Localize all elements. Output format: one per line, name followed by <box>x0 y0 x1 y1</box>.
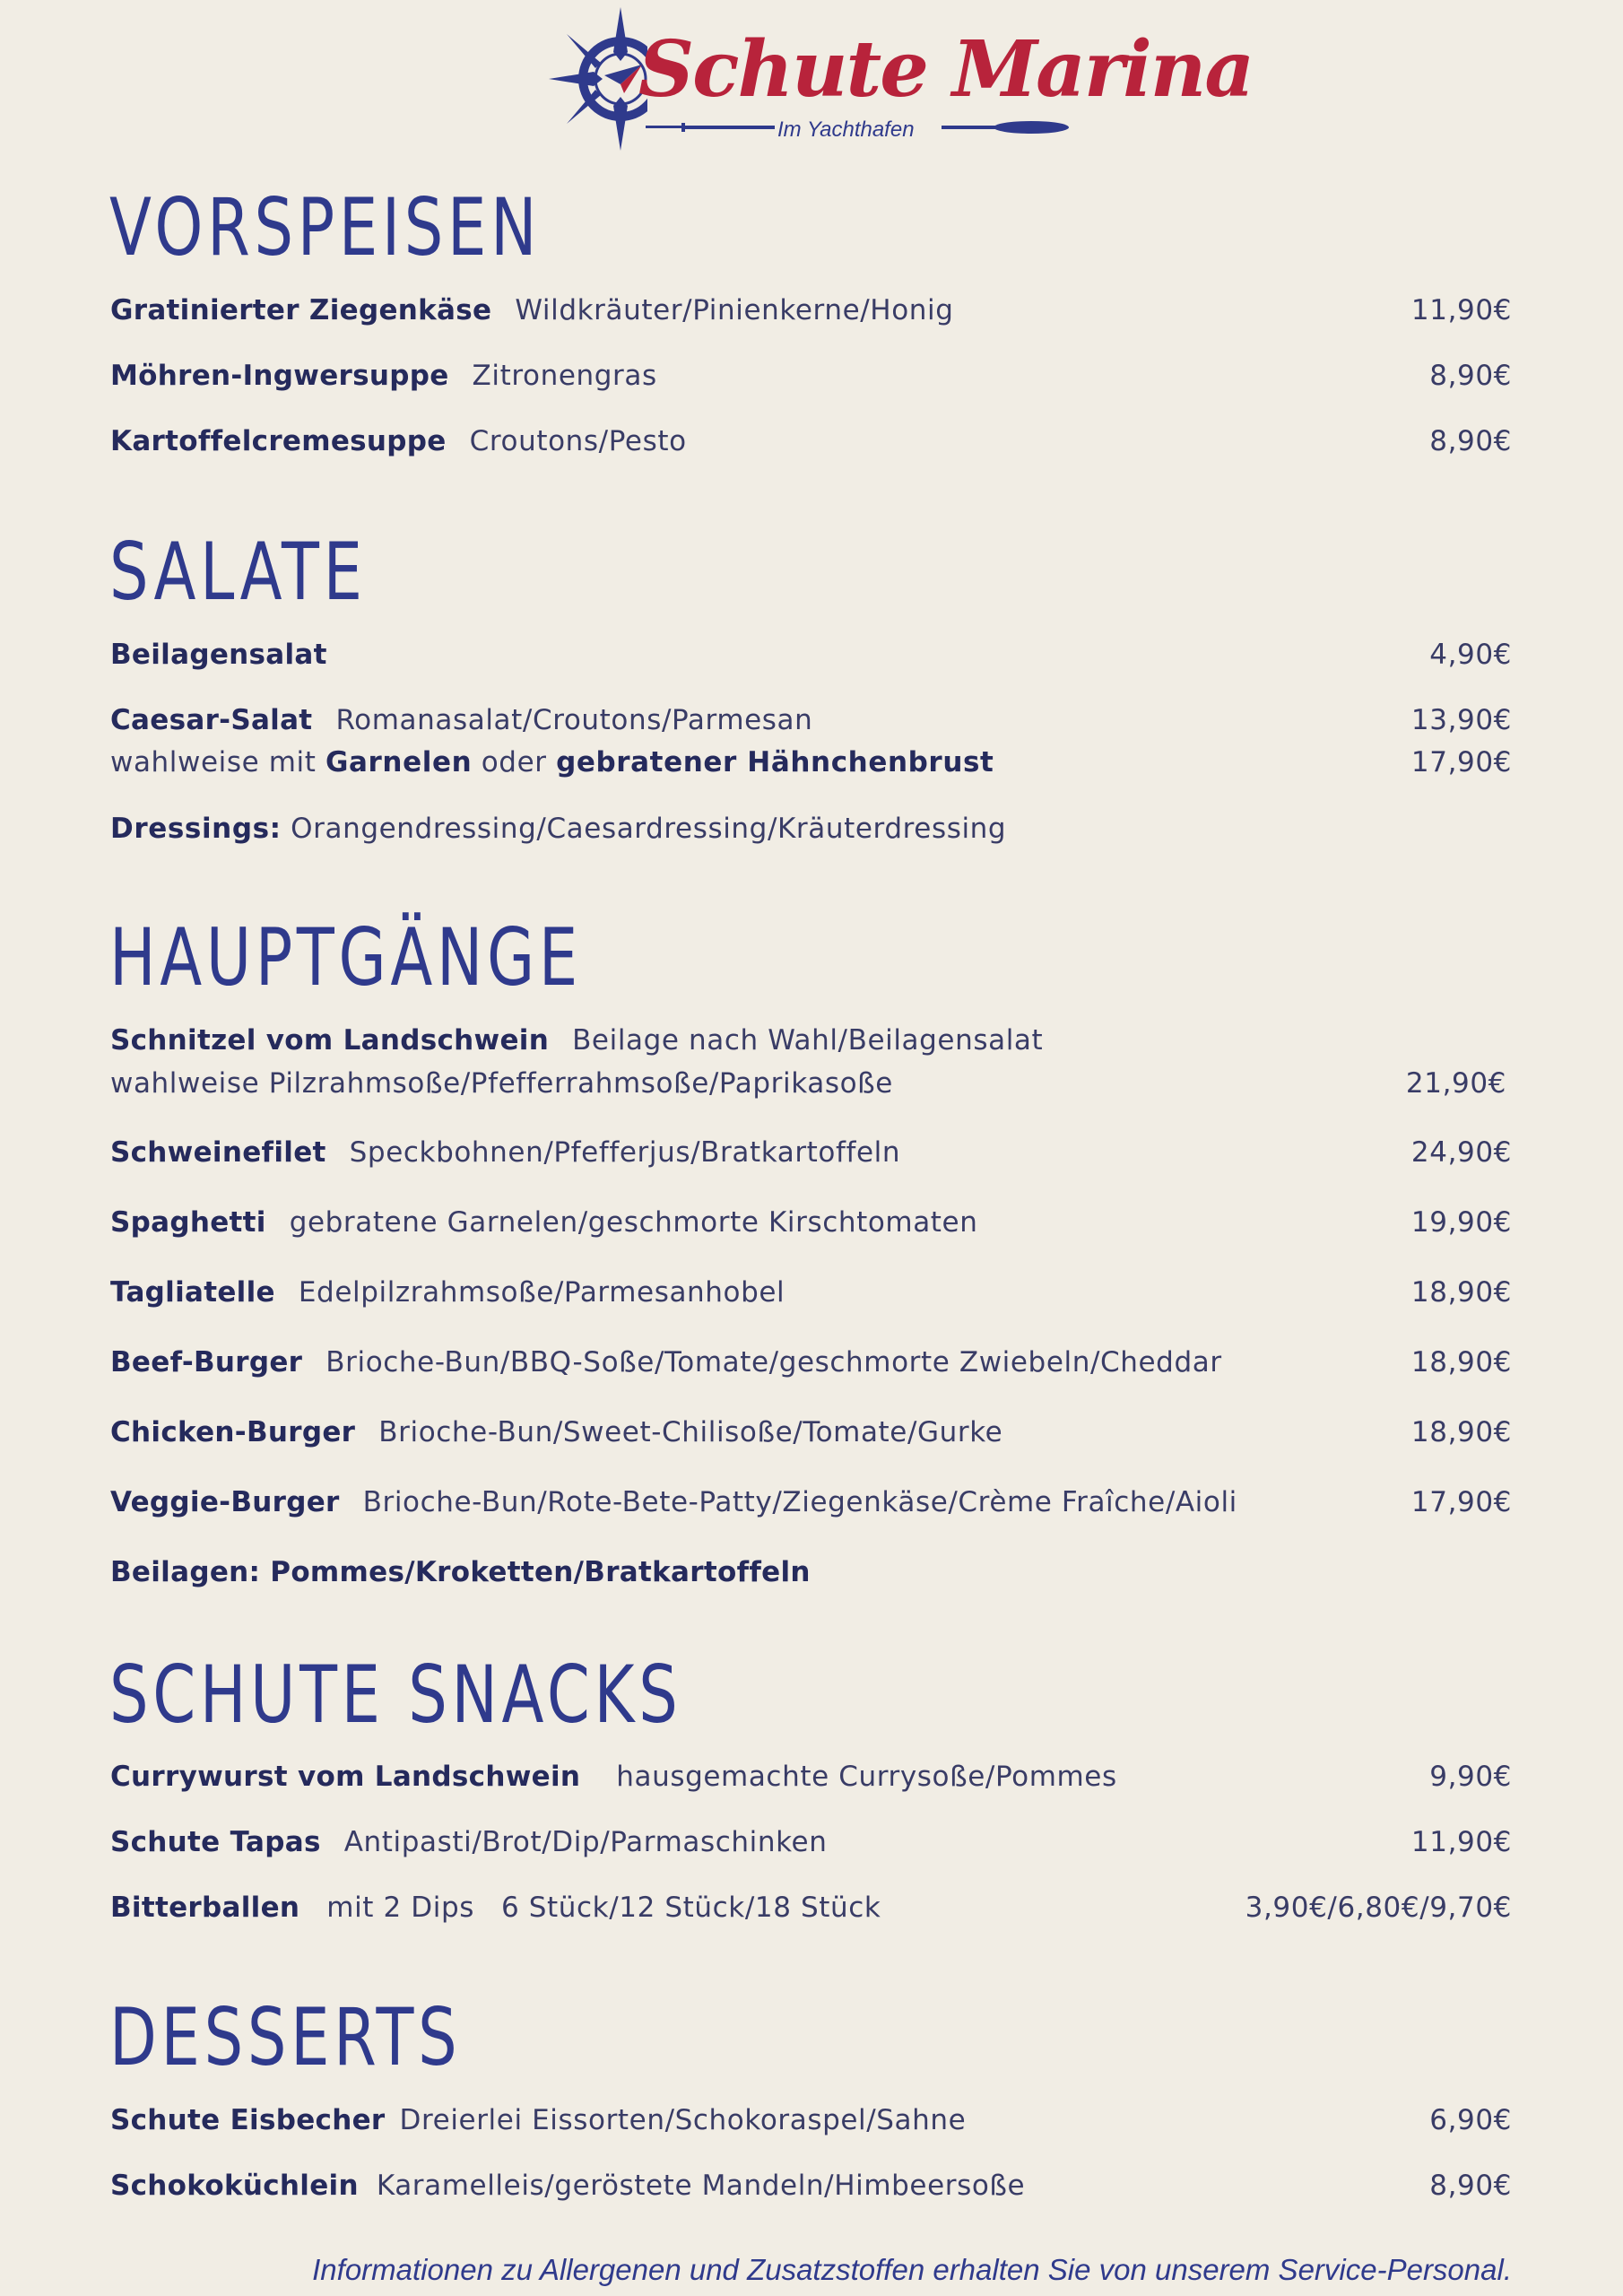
item-price: 8,90€ <box>1429 2170 1512 2202</box>
item-description: gebratene Garnelen/geschmorte Kirschtomaten <box>289 1206 978 1239</box>
logo-subtitle: Im Yachthafen <box>777 117 915 142</box>
compass-icon <box>549 7 647 151</box>
item-description: Brioche-Bun/Sweet-Chilisoße/Tomate/Gurke <box>378 1416 1003 1448</box>
menu-item <box>110 1822 1512 1862</box>
item-name: Beilagensalat <box>110 639 327 671</box>
menu-item-option <box>110 1064 1512 1103</box>
menu-item <box>110 291 1512 330</box>
menu-item-option <box>110 743 1512 782</box>
menu-item <box>110 1203 1512 1242</box>
menu-item <box>110 356 1512 396</box>
item-name: Schnitzel vom Landschwein <box>110 1024 550 1057</box>
item-price: 6,90€ <box>1429 2104 1512 2136</box>
item-name: Veggie-Burger <box>110 1486 340 1518</box>
item-name: Schute Tapas <box>110 1826 321 1858</box>
item-description: Croutons/Pesto <box>469 425 687 457</box>
menu-item <box>110 1483 1512 1522</box>
item-price: 18,90€ <box>1410 1346 1512 1378</box>
item-name: Möhren-Ingwersuppe <box>110 360 449 392</box>
logo-title: Schute Marina <box>638 24 1254 115</box>
section-title-snacks: SCHUTE SNACKS <box>109 1648 682 1741</box>
item-price: 9,90€ <box>1429 1761 1512 1793</box>
item-name: Schute Eisbecher <box>110 2104 386 2136</box>
option-shrimp: Garnelen <box>325 746 473 778</box>
item-description: Dreierlei Eissorten/Schokoraspel/Sahne <box>399 2104 967 2136</box>
item-description: Antipasti/Brot/Dip/Parmaschinken <box>343 1826 828 1858</box>
section-title-vorspeisen: VORSPEISEN <box>109 181 542 274</box>
menu-item <box>110 2166 1512 2205</box>
option-or: oder <box>481 746 547 778</box>
item-name: Tagliatelle <box>110 1276 275 1309</box>
dressings-label: Dressings: <box>110 813 282 845</box>
item-price: 17,90€ <box>1410 1486 1512 1518</box>
logo <box>549 7 1254 151</box>
item-name: Caesar-Salat <box>110 704 313 736</box>
section-title-hauptgaenge: HAUPTGÄNGE <box>109 911 582 1004</box>
item-price: 24,90€ <box>1410 1136 1512 1169</box>
section-title-desserts: DESSERTS <box>109 1991 462 2083</box>
menu-item <box>110 635 1512 674</box>
item-price: 18,90€ <box>1410 1276 1512 1309</box>
item-name: Schweinefilet <box>110 1136 326 1169</box>
item-name: Schokoküchlein <box>110 2170 359 2202</box>
menu-item <box>110 1413 1512 1452</box>
item-sizes: 6 Stück/12 Stück/18 Stück <box>500 1892 881 1924</box>
item-price: 3,90€/6,80€/9,70€ <box>1245 1892 1512 1924</box>
dressings-note <box>110 809 1512 848</box>
item-description: mit 2 Dips <box>326 1892 474 1924</box>
item-description: Brioche-Bun/BBQ-Soße/Tomate/geschmorte Zwiebeln/Cheddar <box>325 1346 1222 1378</box>
menu-item <box>110 700 1512 740</box>
item-description: Beilage nach Wahl/Beilagensalat <box>572 1024 1044 1057</box>
beilagen-text: Beilagen: Pommes/Kroketten/Bratkartoffeln <box>110 1556 811 1588</box>
item-name: Beef-Burger <box>110 1346 303 1378</box>
item-name: Chicken-Burger <box>110 1416 356 1448</box>
menu-item <box>110 1021 1512 1060</box>
item-price: 8,90€ <box>1429 360 1512 392</box>
allergen-footer-note: Informationen zu Allergenen und Zusatzstoffen erhalten Sie von unserem Service-Personal. <box>312 2253 1512 2286</box>
item-description: Wildkräuter/Pinienkerne/Honig <box>515 294 954 326</box>
item-price: 4,90€ <box>1429 639 1512 671</box>
item-description: Zitronengras <box>472 360 657 392</box>
item-price: 11,90€ <box>1410 294 1512 326</box>
item-description: wahlweise Pilzrahmsoße/Pfefferrahmsoße/Paprikasoße <box>110 1067 893 1100</box>
item-description: Romanasalat/Croutons/Parmesan <box>335 704 813 736</box>
item-name: Gratinierter Ziegenkäse <box>110 294 492 326</box>
item-description: Brioche-Bun/Rote-Bete-Patty/Ziegenkäse/Crème Fraîche/Aioli <box>362 1486 1237 1518</box>
item-name: Bitterballen <box>110 1892 300 1924</box>
menu-item <box>110 1133 1512 1172</box>
menu-item <box>110 1757 1512 1796</box>
item-price: 11,90€ <box>1410 1826 1512 1858</box>
menu-item <box>110 2100 1512 2140</box>
menu-item <box>110 1888 1512 1927</box>
menu-item <box>110 422 1512 461</box>
option-prefix: wahlweise mit <box>110 746 317 778</box>
item-description: Speckbohnen/Pfefferjus/Bratkartoffeln <box>349 1136 901 1169</box>
option-chicken: gebratener Hähnchenbrust <box>556 746 994 778</box>
item-price: 17,90€ <box>1410 746 1512 778</box>
item-description: hausgemachte Currysoße/Pommes <box>616 1761 1117 1793</box>
item-price: 18,90€ <box>1410 1416 1512 1448</box>
item-name: Kartoffelcremesuppe <box>110 425 447 457</box>
item-price: 21,90€ <box>1405 1067 1506 1100</box>
item-price: 8,90€ <box>1429 425 1512 457</box>
item-description: Karamelleis/geröstete Mandeln/Himbeersoße <box>376 2170 1026 2202</box>
beilagen-note <box>110 1552 1512 1592</box>
menu-item <box>110 1343 1512 1382</box>
section-title-salate: SALATE <box>109 526 367 618</box>
item-price: 13,90€ <box>1410 704 1512 736</box>
item-description: Edelpilzrahmsoße/Parmesanhobel <box>298 1276 785 1309</box>
item-price: 19,90€ <box>1410 1206 1512 1239</box>
item-name: Spaghetti <box>110 1206 266 1239</box>
item-name: Currywurst vom Landschwein <box>110 1761 581 1793</box>
dressings-text: Orangendressing/Caesardressing/Kräuterdressing <box>291 813 1007 845</box>
menu-item <box>110 1273 1512 1312</box>
